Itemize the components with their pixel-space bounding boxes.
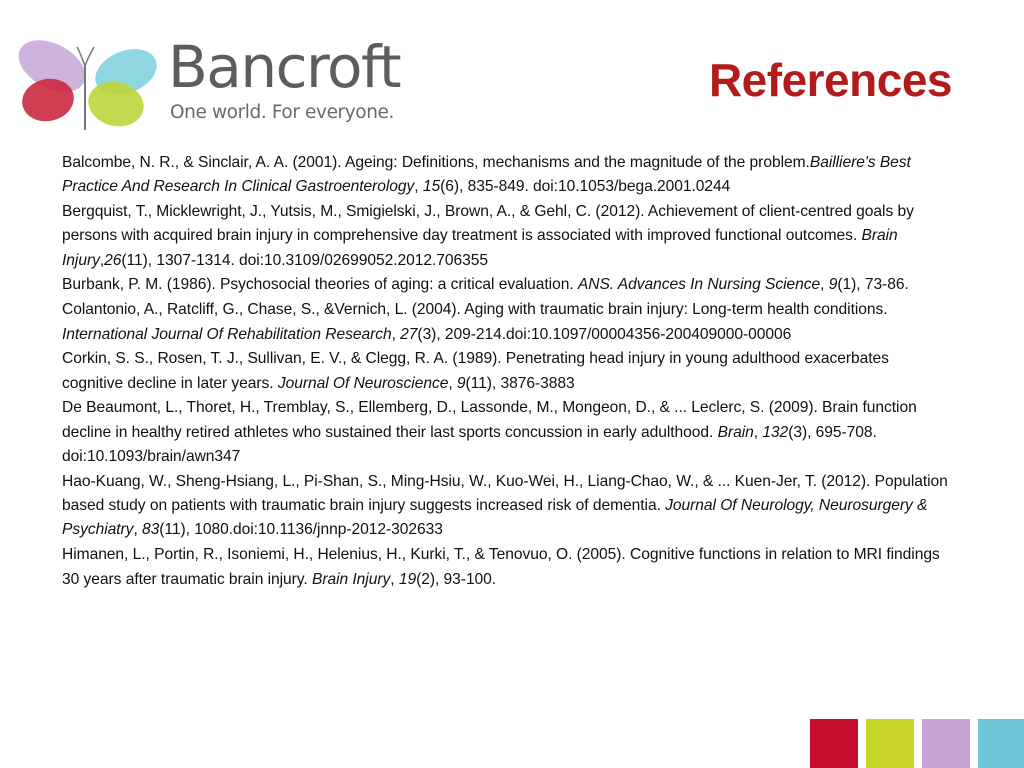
reference-details: (3), 209-214.doi:10.1097/00004356-200409000-00006: [417, 325, 792, 343]
reference-volume: 9: [456, 374, 466, 392]
reference-authors: Corkin, S. S., Rosen, T. J., Sullivan, E. V., & Clegg, R. A. (1989). Penetrating head injury in young adulthood exacerbates cognitive decline in later years.: [62, 350, 889, 392]
reference-journal: Journal Of Neurology, Neurosurgery & Psychiatry: [62, 497, 928, 539]
reference-details: (6), 835-849. doi:10.1053/bega.2001.0244: [440, 178, 731, 196]
reference-entry: [62, 347, 954, 396]
reference-volume: 26: [104, 251, 122, 269]
reference-volume: 132: [762, 423, 789, 441]
reference-entry: [62, 396, 954, 469]
reference-separator: ,: [820, 276, 829, 294]
reference-entry: [62, 470, 954, 543]
page-title: References: [708, 54, 952, 106]
reference-journal: Brain: [717, 423, 754, 441]
reference-details: (1), 73-86.: [837, 276, 909, 294]
reference-authors: Bergquist, T., Micklewright, J., Yutsis, M., Smigielski, J., Brown, A., & Gehl, C. (2012). Achievement of client-centred goals by persons with acquired brain injury in comprehensive day treatment is associated with improved functional outcomes.: [62, 203, 914, 245]
reference-volume: 83: [142, 521, 160, 539]
reference-journal: ANS. Advances In Nursing Science: [577, 276, 821, 294]
reference-entry: [62, 298, 954, 347]
reference-authors: Burbank, P. M. (1986). Psychosocial theories of aging: a critical evaluation.: [62, 276, 578, 294]
reference-journal: Journal Of Neuroscience: [277, 374, 449, 392]
reference-volume: 9: [828, 276, 838, 294]
reference-volume: 15: [422, 178, 441, 196]
color-swatch-strip: [810, 719, 1024, 768]
reference-separator: ,: [414, 178, 423, 196]
reference-authors: Colantonio, A., Ratcliff, G., Chase, S., &Vernich, L. (2004). Aging with traumatic brain injury: Long-term health conditions.: [62, 301, 888, 319]
reference-separator: ,: [390, 570, 399, 588]
butterfly-logo-icon: [14, 36, 164, 136]
reference-details: (3), 695-708. doi:10.1093/brain/awn347: [62, 423, 877, 466]
references-list: [62, 151, 954, 592]
reference-entry: [62, 543, 954, 592]
reference-separator: ,: [448, 374, 457, 392]
reference-separator: ,: [99, 251, 105, 269]
reference-details: (11), 1307-1314. doi:10.3109/02699052.2012.706355: [121, 251, 489, 269]
reference-authors: Hao-Kuang, W., Sheng-Hsiang, L., Pi-Shan, S., Ming-Hsiu, W., Kuo-Wei, H., Liang-Chao, W., & ... Kuen-Jer, T. (2012). Population based study on patients with traumatic brain injury suggests increased risk of dementia.: [62, 472, 948, 515]
reference-journal: Bailliere's Best Practice And Research In Clinical Gastroenterology: [62, 154, 911, 196]
reference-separator: ,: [391, 325, 401, 343]
reference-volume: 27: [400, 325, 418, 343]
reference-details: (11), 3876-3883: [465, 374, 575, 392]
reference-authors: Himanen, L., Portin, R., Isoniemi, H., Helenius, H., Kurki, T., & Tenovuo, O. (2005). Cognitive functions in relation to MRI findings 30 years after traumatic brain injury.: [62, 546, 940, 588]
reference-entry: [62, 151, 954, 200]
bancroft-logo: [14, 33, 424, 136]
reference-journal: Brain Injury: [311, 570, 391, 588]
reference-authors: De Beaumont, L., Thoret, H., Tremblay, S., Ellemberg, D., Lassonde, M., Mongeon, D., & ... Leclerc, S. (2009). Brain function decline in healthy retired athletes who sustained their last sports concussion in early adulthood.: [62, 399, 917, 441]
reference-entry: [62, 273, 954, 297]
reference-separator: ,: [753, 423, 763, 441]
reference-details: (11), 1080.doi:10.1136/jnnp-2012-302633: [159, 521, 443, 539]
brand-tagline: One world. For everyone.: [170, 102, 395, 123]
swatch-lilac: [922, 719, 970, 768]
swatch-red: [810, 719, 858, 768]
swatch-teal: [978, 719, 1024, 768]
reference-entry: [62, 200, 954, 273]
reference-authors: Balcombe, N. R., & Sinclair, A. A. (2001). Ageing: Definitions, mechanisms and the magnitude of the problem.: [62, 154, 810, 171]
reference-journal: Brain Injury: [62, 227, 898, 269]
reference-separator: ,: [133, 521, 143, 539]
reference-volume: 19: [398, 570, 417, 588]
reference-journal: International Journal Of Rehabilitation Research: [62, 325, 392, 343]
brand-name: Bancroft: [168, 33, 401, 101]
swatch-lime: [866, 719, 914, 768]
reference-details: (2), 93-100.: [416, 570, 497, 588]
